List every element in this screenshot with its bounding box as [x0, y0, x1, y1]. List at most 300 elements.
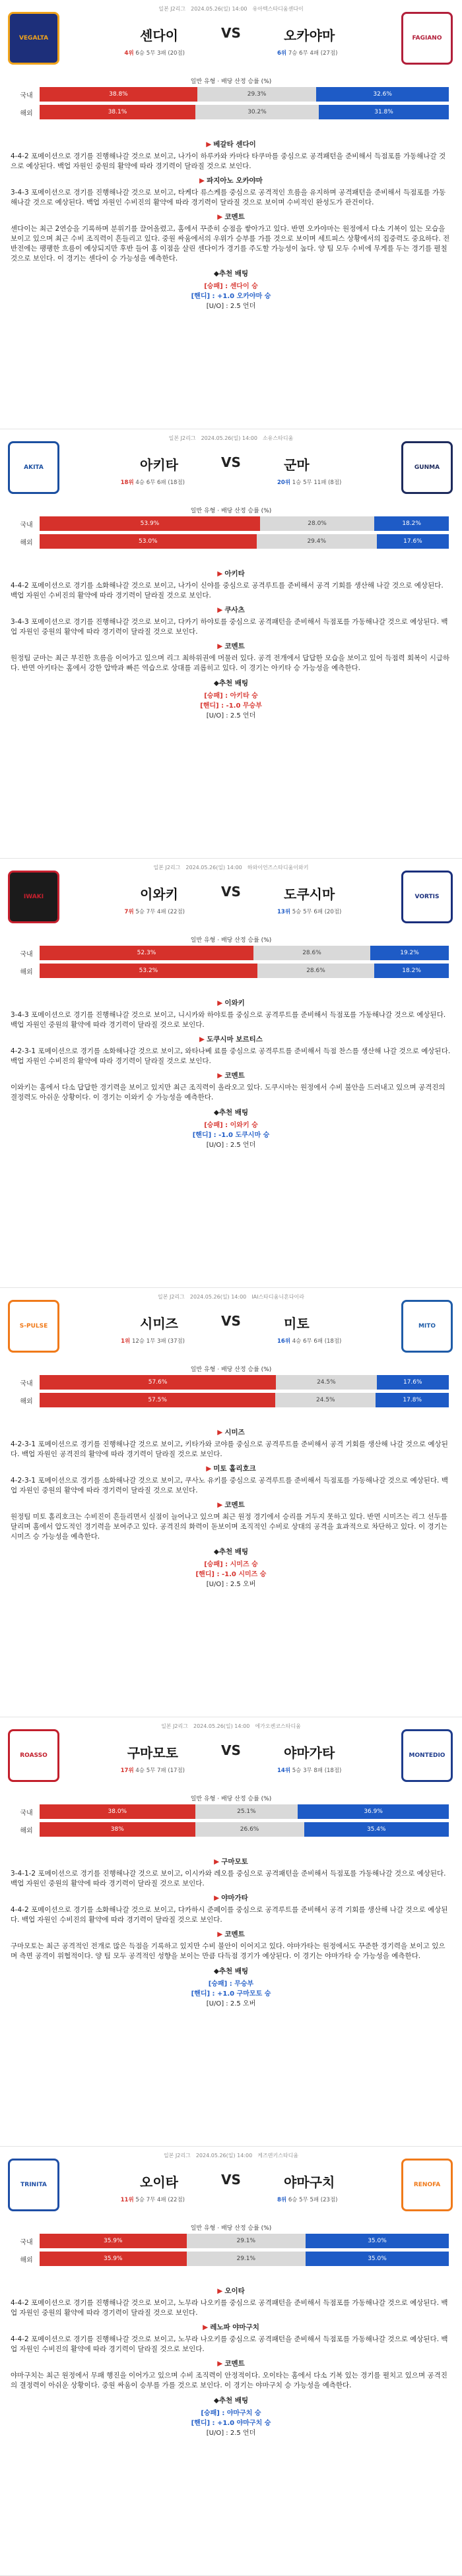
- vs-label: VS: [221, 1313, 241, 1329]
- overseas-odds-bar: [40, 1393, 449, 1407]
- pick-under_over: [11, 1140, 451, 1150]
- pick-value: [U/O] : 2.5 언더: [206, 1142, 256, 1149]
- home-logo-text: S-PULSE: [19, 1323, 48, 1330]
- bullet-icon: ▶: [217, 2360, 223, 2368]
- section-title-text: 코멘트: [224, 1501, 245, 1509]
- bullet-icon: ▶: [217, 1072, 223, 1080]
- overseas-draw-segment: 29.1%: [187, 2252, 306, 2266]
- domestic-odds-label: 국내: [20, 521, 33, 529]
- away-team-rank: 8위: [277, 2197, 287, 2203]
- pick-value: [승패] : 이와키 승: [204, 1122, 258, 1129]
- domestic-away-segment: 32.6%: [316, 87, 449, 102]
- overseas-home-segment: 57.5%: [40, 1393, 275, 1407]
- domestic-odds-bar: [40, 1375, 449, 1390]
- overseas-odds-bar: [40, 2252, 449, 2266]
- analysis-section-title: [11, 605, 451, 615]
- bullet-icon: ▶: [214, 1894, 220, 1902]
- overseas-odds-row: [13, 964, 449, 978]
- analysis-section-title: [11, 1464, 451, 1474]
- pick-value: [승패] : 센다이 승: [204, 283, 258, 290]
- overseas-odds-bar: [40, 1822, 449, 1837]
- pick-value: [승패] : 무승부: [208, 1980, 254, 1988]
- pick-under_over: [11, 711, 451, 721]
- away-logo-text: GUNMA: [414, 464, 440, 471]
- pick-result: [11, 691, 451, 701]
- league-label: 일본 J2리그: [157, 1294, 185, 1300]
- match-card: [0, 0, 462, 429]
- match-venue: 케즈덴키스타디움: [257, 2153, 299, 2159]
- picks-title: ◆추천 배팅: [213, 1548, 249, 1556]
- analysis-body: [0, 140, 462, 311]
- domestic-home-segment: 38.8%: [40, 87, 197, 102]
- analysis-section-title: [11, 1500, 451, 1510]
- vs-label: VS: [221, 454, 241, 470]
- away-team-name: 미토: [284, 1316, 310, 1332]
- home-team-rank: 4위: [124, 50, 134, 57]
- home-team-record: [121, 478, 185, 486]
- bullet-icon: ▶: [217, 1501, 223, 1509]
- domestic-home-segment: 57.6%: [40, 1375, 276, 1390]
- analysis-paragraph: 3-4-3 포메이션으로 경기를 진행해나갈 것으로 보이고, 다카기 하야토를 중심으로 공격패턴을 준비해서 득점포를 가동해나갈 것으로 예상된다. 백업 자원인 중원의 활약에 따라 경기력이 달라질 것으로 보인다.: [11, 618, 448, 636]
- section-title-text: 오이타: [224, 2287, 245, 2295]
- domestic-home-segment: 35.9%: [40, 2234, 187, 2248]
- overseas-odds-bar: [40, 105, 449, 119]
- match-card: [0, 859, 462, 1288]
- analysis-paragraph: 이와키는 홈에서 다소 답답한 경기력을 보이고 있지만 최근 조직력이 올라오고 있다. 도쿠시마는 원정에서 수비 불안을 드러내고 있으며 공격진의 결정력도 아쉬운 상황이다. 이 경기는 이와키 승 가능성을 예측한다.: [11, 1084, 446, 1101]
- away-logo-text: VORTIS: [414, 894, 440, 900]
- recommended-picks: [11, 1547, 451, 1589]
- domestic-away-segment: 18.2%: [374, 516, 449, 531]
- overseas-away-segment: 35.0%: [306, 2252, 449, 2266]
- match-date: 2024.05.26(일) 14:00: [193, 1723, 250, 1729]
- analysis-paragraph: 3-4-1-2 포메이션으로 경기를 진행해나갈 것으로 보이고, 이시카와 레오를 중심으로 공격패턴을 준비해서 득점포를 가동해나갈 것으로 예상된다. 백업 자원인 중원의 활약에 따라 경기력이 달라질 것으로 보인다.: [11, 1870, 446, 1887]
- bullet-icon: ▶: [203, 2323, 209, 2331]
- section-title-text: 코멘트: [224, 1072, 245, 1080]
- domestic-odds-bar: [40, 516, 449, 531]
- pick-handicap: [11, 2418, 451, 2428]
- picks-title: ◆추천 배팅: [213, 1109, 249, 1117]
- vs-label: VS: [221, 884, 241, 900]
- analysis-paragraph: 4-2-3-1 포메이션으로 경기를 진행해나갈 것으로 보이고, 키타가와 코야를 중심으로 공격루트를 준비해서 공격 기회를 생산해 나갈 것으로 예상된다. 백업 자원인 공격진의 활약에 따라 경기력이 달라질 것으로 보인다.: [11, 1440, 448, 1458]
- bullet-icon: ▶: [217, 606, 223, 614]
- match-card: [0, 1717, 462, 2147]
- analysis-section-title: [11, 1428, 451, 1438]
- analysis-body: [0, 998, 462, 1150]
- domestic-draw-segment: 24.5%: [276, 1375, 376, 1390]
- away-team-record: [277, 478, 341, 486]
- pick-under_over: [11, 2428, 451, 2438]
- match-date: 2024.05.26(일) 14:00: [185, 865, 242, 871]
- pick-under_over: [11, 301, 451, 311]
- domestic-odds-label: 국내: [20, 950, 33, 958]
- analysis-paragraph: 4-4-2 포메이션으로 경기를 진행해나갈 것으로 보이고, 노무라 나오키를 중심으로 공격패턴을 준비해서 득점포를 가동해나갈 것으로 예상된다. 백업 자원인 중원의 활약에 따라 경기력이 달라질 것으로 보인다.: [11, 2299, 448, 2317]
- away-team-stats: 7승 6무 4패 (27점): [288, 50, 338, 57]
- domestic-odds-label: 국내: [20, 2238, 33, 2246]
- home-team-record: [121, 1337, 185, 1345]
- odds-legend: 일반 유형 · 배당 산정 승률 (%): [190, 78, 272, 85]
- home-team-name: 센다이: [140, 28, 178, 44]
- bullet-icon: ▶: [217, 2287, 223, 2295]
- analysis-section-title: [11, 1035, 451, 1045]
- odds-bars: [13, 1804, 449, 1840]
- away-team-record: [277, 2195, 337, 2203]
- overseas-home-segment: 38.1%: [40, 105, 195, 119]
- home-team-record: [125, 49, 185, 57]
- home-team-stats: 12승 1무 3패 (37점): [131, 1338, 185, 1345]
- domestic-away-segment: 35.0%: [306, 2234, 449, 2248]
- domestic-draw-segment: 28.6%: [253, 946, 370, 960]
- analysis-section-title: [11, 1857, 451, 1867]
- bullet-icon: ▶: [217, 642, 223, 650]
- home-logo-text: VEGALTA: [18, 35, 49, 42]
- overseas-odds-label: 해외: [20, 109, 33, 117]
- overseas-odds-row: [13, 1822, 449, 1837]
- pick-value: [핸디] : +1.0 야마구치 승: [191, 2420, 271, 2427]
- analysis-body: [0, 2286, 462, 2438]
- domestic-odds-label: 국내: [20, 1380, 33, 1388]
- match-date: 2024.05.26(일) 14:00: [191, 6, 248, 12]
- analysis-body: [0, 569, 462, 721]
- odds-bars: [13, 87, 449, 123]
- pick-handicap: [11, 1989, 451, 1999]
- match-meta: [0, 2152, 462, 2159]
- away-team-record: [277, 907, 341, 915]
- domestic-home-segment: 53.9%: [40, 516, 260, 531]
- domestic-odds-row: [13, 1804, 449, 1819]
- recommended-picks: [11, 269, 451, 311]
- pick-result: [11, 1560, 451, 1570]
- section-title-text: 아키타: [224, 570, 245, 578]
- domestic-odds-row: [13, 87, 449, 102]
- pick-value: [U/O] : 2.5 오버: [206, 1581, 256, 1588]
- odds-legend: 일반 유형 · 배당 산정 승률 (%): [190, 508, 272, 514]
- analysis-paragraph: 4-2-3-1 포메이션으로 경기를 소화해나갈 것으로 보이고, 쿠사노 유키를 중심으로 공격루트를 준비해서 득점포를 가동해나갈 것으로 예상된다. 백업 자원인 중원의 활약에 따라 경기력이 달라질 것으로 보인다.: [11, 1477, 448, 1494]
- odds-legend: 일반 유형 · 배당 산정 승률 (%): [190, 2225, 272, 2232]
- pick-value: [핸디] : +1.0 오카야마 승: [191, 293, 271, 300]
- pick-handicap: [11, 291, 451, 301]
- match-date: 2024.05.26(일) 14:00: [201, 435, 257, 441]
- home-logo-text: IWAKI: [23, 894, 44, 900]
- league-label: 일본 J2리그: [168, 435, 196, 441]
- pick-value: [승패] : 시미즈 승: [204, 1561, 258, 1568]
- overseas-odds-row: [13, 1393, 449, 1407]
- analysis-body: [0, 1428, 462, 1589]
- overseas-away-segment: 17.8%: [376, 1393, 449, 1407]
- match-header: [0, 2147, 462, 2282]
- away-logo-text: MITO: [418, 1323, 436, 1330]
- away-team-name: 야마구치: [284, 2174, 335, 2190]
- bullet-icon: ▶: [206, 1465, 212, 1473]
- match-venue: 유아텍스타디움센다이: [252, 6, 304, 12]
- home-team-record: [121, 2195, 185, 2203]
- away-team-stats: 6승 5무 5패 (23점): [288, 2197, 338, 2203]
- home-team-name: 이와키: [140, 886, 178, 902]
- away-logo-text: RENOFA: [413, 2182, 441, 2188]
- picks-title: ◆추천 배팅: [213, 2397, 249, 2405]
- domestic-odds-bar: [40, 946, 449, 960]
- overseas-draw-segment: 28.6%: [257, 964, 374, 978]
- match-venue: 에가오켄코스타디움: [255, 1723, 301, 1729]
- bullet-icon: ▶: [217, 1428, 223, 1436]
- away-team-rank: 13위: [277, 909, 291, 915]
- analysis-paragraph: 원정팀 군마는 최근 부진한 흐름을 이어가고 있으며 리그 최하위권에 머물러 있다. 공격 전개에서 답답한 모습을 보이고 있어 득점력 회복이 시급하다. 반면 아키타는 홈에서 강한 압박과 빠른 역습으로 상대를 괴롭히고 있다. 이 경기는 아키타 승 가능성을 예측한다.: [11, 654, 450, 672]
- analysis-section-title: [11, 2323, 451, 2333]
- league-label: 일본 J2리그: [163, 2153, 191, 2159]
- overseas-odds-label: 해외: [20, 968, 33, 976]
- odds-bars: [13, 946, 449, 981]
- away-team-stats: 5승 3무 8패 (18점): [292, 1767, 342, 1774]
- odds-legend: 일반 유형 · 배당 산정 승률 (%): [190, 1366, 272, 1373]
- section-title-text: 구마모토: [221, 1858, 248, 1866]
- home-logo-text: AKITA: [24, 464, 44, 471]
- overseas-odds-row: [13, 2252, 449, 2266]
- overseas-home-segment: 53.0%: [40, 534, 257, 549]
- pick-handicap: [11, 701, 451, 711]
- domestic-odds-row: [13, 2234, 449, 2248]
- domestic-draw-segment: 29.3%: [197, 87, 316, 102]
- pick-result: [11, 1979, 451, 1989]
- overseas-odds-row: [13, 534, 449, 549]
- picks-title: ◆추천 배팅: [213, 1967, 249, 1975]
- vs-label: VS: [221, 2172, 241, 2188]
- match-venue: 하와이언즈스타디움이와키: [247, 865, 309, 871]
- domestic-odds-bar: [40, 2234, 449, 2248]
- home-team-rank: 7위: [124, 909, 134, 915]
- analysis-section-title: [11, 1893, 451, 1903]
- section-title-text: 코멘트: [224, 2360, 245, 2368]
- analysis-section-title: [11, 2286, 451, 2296]
- domestic-home-segment: 52.3%: [40, 946, 253, 960]
- section-title-text: 이와키: [224, 999, 245, 1007]
- analysis-paragraph: 구마모토는 최근 공격적인 전개로 많은 득점을 기록하고 있지만 수비 불안이 이어지고 있다. 야마가타는 원정에서도 꾸준한 경기력을 보이고 있으며 측면 공격이 위협적이다. 양 팀 모두 공격적인 성향을 보이는 만큼 다득점 경기가 예상된다. 이 경기는 야마가타 승 가능성을 예측한다.: [11, 1942, 446, 1960]
- bullet-icon: ▶: [217, 999, 223, 1007]
- analysis-paragraph: 3-4-3 포메이션으로 경기를 진행해나갈 것으로 보이고, 니시카와 하야토를 중심으로 공격루트를 준비해서 득점포를 가동해나갈 것으로 예상된다. 백업 자원인 중원의 활약에 따라 경기력이 달라질 것으로 보인다.: [11, 1011, 446, 1029]
- away-team-name: 오카야마: [284, 28, 335, 44]
- overseas-odds-label: 해외: [20, 539, 33, 547]
- vs-label: VS: [221, 1742, 241, 1758]
- section-title-text: 도쿠시마 보르티스: [207, 1035, 263, 1043]
- home-logo-text: TRINITA: [20, 2182, 47, 2188]
- vs-label: VS: [221, 25, 241, 41]
- section-title-text: 시미즈: [224, 1428, 245, 1436]
- odds-legend: 일반 유형 · 배당 산정 승률 (%): [190, 1796, 272, 1802]
- pick-under_over: [11, 1999, 451, 2009]
- odds-legend: 일반 유형 · 배당 산정 승률 (%): [190, 937, 272, 944]
- match-meta: [0, 1293, 462, 1301]
- analysis-section-title: [11, 569, 451, 579]
- match-meta: [0, 435, 462, 442]
- away-team-name: 야마가타: [284, 1745, 335, 1761]
- away-team-record: [277, 49, 337, 57]
- domestic-odds-row: [13, 1375, 449, 1390]
- odds-bars: [13, 2234, 449, 2269]
- section-title-text: 레노파 야마구치: [210, 2323, 259, 2331]
- match-header: [0, 1717, 462, 1853]
- pick-under_over: [11, 1579, 451, 1589]
- pick-value: [핸디] : -1.0 도쿠시마 승: [192, 1132, 270, 1139]
- match-header: [0, 429, 462, 565]
- domestic-draw-segment: 28.0%: [260, 516, 374, 531]
- match-card: [0, 2147, 462, 2576]
- analysis-section-title: [11, 212, 451, 222]
- overseas-away-segment: 18.2%: [374, 964, 449, 978]
- domestic-away-segment: 36.9%: [298, 1804, 449, 1819]
- section-title-text: 야마가타: [221, 1894, 248, 1902]
- match-venue: 소유스타디움: [262, 435, 294, 441]
- away-team-rank: 6위: [277, 50, 287, 57]
- analysis-section-title: [11, 140, 451, 150]
- home-team-name: 구마모토: [127, 1745, 178, 1761]
- overseas-away-segment: 35.4%: [304, 1822, 449, 1837]
- domestic-odds-label: 국내: [20, 1809, 33, 1817]
- bullet-icon: ▶: [199, 177, 205, 185]
- overseas-home-segment: 53.2%: [40, 964, 257, 978]
- section-title-text: 코멘트: [224, 213, 245, 221]
- away-team-record: [277, 1766, 341, 1774]
- section-title-text: 코멘트: [224, 642, 245, 650]
- odds-bars: [13, 516, 449, 552]
- analysis-paragraph: 4-4-2 포메이션으로 경기를 소화해나갈 것으로 보이고, 나가이 신야를 중심으로 공격루트를 준비해서 공격 기회를 생산해 나갈 것으로 예상된다. 백업 자원인 수비진의 활약에 따라 경기력이 달라질 것으로 보인다.: [11, 582, 444, 599]
- away-logo-text: MONTEDIO: [409, 1752, 446, 1759]
- overseas-draw-segment: 24.5%: [275, 1393, 376, 1407]
- domestic-odds-row: [13, 946, 449, 960]
- pick-value: [핸디] : -1.0 무승부: [200, 702, 262, 710]
- pick-result: [11, 282, 451, 291]
- home-team-stats: 5승 7무 4패 (22점): [135, 2197, 185, 2203]
- pick-value: [U/O] : 2.5 언더: [206, 712, 256, 720]
- analysis-paragraph: 4-4-2 포메이션으로 경기를 진행해나갈 것으로 보이고, 나가이 하루카와 카마다 타쿠마를 중심으로 공격패턴을 준비해서 득점포를 가동해나갈 것으로 예상된다. 백업 자원인 중원의 활약에 따라 경기력이 달라질 것으로 보인다.: [11, 152, 446, 170]
- away-team-stats: 4승 6무 6패 (18점): [292, 1338, 342, 1345]
- away-team-stats: 1승 5무 11패 (8점): [292, 479, 342, 486]
- pick-value: [승패] : 야마구치 승: [201, 2410, 261, 2417]
- domestic-draw-segment: 29.1%: [187, 2234, 306, 2248]
- match-date: 2024.05.26(일) 14:00: [189, 1294, 247, 1300]
- away-team-rank: 16위: [277, 1338, 291, 1345]
- match-date: 2024.05.26(일) 14:00: [195, 2153, 253, 2159]
- home-logo-text: ROASSO: [20, 1752, 48, 1759]
- domestic-odds-bar: [40, 1804, 449, 1819]
- home-team-record: [121, 1766, 185, 1774]
- home-team-rank: 1위: [121, 1338, 131, 1345]
- pick-value: [승패] : 아키타 승: [204, 692, 258, 700]
- analysis-section-title: [11, 2359, 451, 2369]
- home-team-stats: 6승 5무 3패 (20점): [135, 50, 185, 57]
- section-title-text: 베갈타 센다이: [213, 140, 256, 148]
- match-header: [0, 1288, 462, 1423]
- league-label: 일본 J2리그: [153, 865, 181, 871]
- analysis-paragraph: 4-4-2 포메이션으로 경기를 진행해나갈 것으로 보이고, 노무라 나오키를 중심으로 공격패턴을 준비해서 득점포를 가동해나갈 것으로 예상된다. 백업 자원인 수비진의 활약에 따라 경기력이 달라질 것으로 보인다.: [11, 2335, 448, 2353]
- overseas-away-segment: 31.8%: [319, 105, 449, 119]
- overseas-odds-bar: [40, 534, 449, 549]
- analysis-section-title: [11, 176, 451, 186]
- home-team-record: [125, 907, 185, 915]
- home-team-stats: 5승 7무 4패 (22점): [135, 909, 185, 915]
- recommended-picks: [11, 1108, 451, 1150]
- overseas-draw-segment: 29.4%: [257, 534, 377, 549]
- match-venue: IAI스타디움니혼다이라: [251, 1294, 305, 1300]
- away-team-name: 군마: [284, 457, 310, 473]
- section-title-text: 파지아노 오카야마: [207, 177, 263, 185]
- bullet-icon: ▶: [214, 1858, 220, 1866]
- recommended-picks: [11, 1967, 451, 2009]
- section-title-text: 코멘트: [224, 1930, 245, 1938]
- away-team-rank: 14위: [277, 1767, 291, 1774]
- match-meta: [0, 5, 462, 13]
- match-meta: [0, 864, 462, 871]
- overseas-odds-bar: [40, 964, 449, 978]
- analysis-paragraph: 4-2-3-1 포메이션으로 경기를 소화해나갈 것으로 보이고, 와타나베 료를 중심으로 공격루트를 준비해서 득점 찬스를 생산해 나갈 것으로 예상된다. 백업 자원인 수비진의 활약에 따라 경기력이 달라질 것으로 보인다.: [11, 1047, 451, 1065]
- analysis-paragraph: 야마구치는 최근 원정에서 무패 행진을 이어가고 있으며 수비 조직력이 안정적이다. 오이타는 홈에서 다소 기복 있는 경기를 펼치고 있으며 공격진의 결정력이 아쉬운 상황이다. 중원 싸움이 승부를 가를 것으로 보인다. 이 경기는 야마구치 승 가능성을 예측한다.: [11, 2372, 447, 2389]
- domestic-away-segment: 17.6%: [377, 1375, 449, 1390]
- overseas-odds-label: 해외: [20, 1827, 33, 1835]
- recommended-picks: [11, 2396, 451, 2438]
- picks-title: ◆추천 배팅: [213, 270, 249, 278]
- home-team-stats: 4승 6무 6패 (18점): [135, 479, 185, 486]
- domestic-away-segment: 19.2%: [370, 946, 449, 960]
- match-card: [0, 1288, 462, 1717]
- home-team-stats: 4승 5무 7패 (17점): [135, 1767, 185, 1774]
- analysis-section-title: [11, 1930, 451, 1940]
- match-header: [0, 859, 462, 994]
- match-meta: [0, 1723, 462, 1730]
- odds-bars: [13, 1375, 449, 1411]
- overseas-odds-label: 해외: [20, 2256, 33, 2264]
- section-title-text: 미토 홀리호크: [213, 1465, 256, 1473]
- analysis-paragraph: 원정팀 미토 홀리호크는 수비진이 흔들리면서 실점이 늘어나고 있으며 최근 원정 경기에서 승리를 거두지 못하고 있다. 반면 시미즈는 리그 선두를 달리며 홈에서 압도적인 경기력을 보여주고 있다. 공격진의 화력이 돋보이며 조직적인 수비로 상대의 공격을 효과적으로 차단하고 있다. 이 경기는 시미즈 승 가능성을 예측한다.: [11, 1513, 447, 1541]
- league-label: 일본 J2리그: [158, 6, 186, 12]
- overseas-home-segment: 38%: [40, 1822, 195, 1837]
- section-title-text: 쿠사츠: [224, 606, 245, 614]
- home-team-rank: 11위: [120, 2197, 134, 2203]
- analysis-body: [0, 1857, 462, 2009]
- overseas-odds-row: [13, 105, 449, 119]
- domestic-odds-row: [13, 516, 449, 531]
- picks-title: ◆추천 배팅: [213, 679, 249, 687]
- pick-value: [U/O] : 2.5 오버: [206, 2000, 256, 2008]
- analysis-section-title: [11, 642, 451, 652]
- home-team-name: 오이타: [140, 2174, 178, 2190]
- domestic-draw-segment: 25.1%: [195, 1804, 298, 1819]
- recommended-picks: [11, 679, 451, 721]
- away-team-name: 도쿠시마: [284, 886, 335, 902]
- overseas-home-segment: 35.9%: [40, 2252, 187, 2266]
- bullet-icon: ▶: [206, 140, 212, 148]
- pick-result: [11, 1120, 451, 1130]
- overseas-draw-segment: 26.6%: [195, 1822, 304, 1837]
- match-header: [0, 0, 462, 135]
- home-team-name: 아키타: [140, 457, 178, 473]
- home-team-rank: 18위: [120, 479, 134, 486]
- overseas-odds-label: 해외: [20, 1397, 33, 1405]
- pick-value: [U/O] : 2.5 언더: [206, 2430, 256, 2437]
- domestic-odds-bar: [40, 87, 449, 102]
- home-team-rank: 17위: [120, 1767, 134, 1774]
- domestic-home-segment: 38.0%: [40, 1804, 195, 1819]
- analysis-paragraph: 3-4-3 포메이션으로 경기를 진행해나갈 것으로 보이고, 타케다 류스케를 중심으로 공격적인 흐름을 유지하며 공격패턴을 준비해서 득점포를 가동해나갈 것으로 예상된다. 백업 자원인 수비진의 활약에 따라 경기력이 달라질 것으로 보이며 수비적인 완성도가 관건이다.: [11, 189, 446, 206]
- bullet-icon: ▶: [217, 213, 223, 221]
- pick-handicap: [11, 1130, 451, 1140]
- away-team-rank: 20위: [277, 479, 291, 486]
- pick-handicap: [11, 1570, 451, 1579]
- away-team-stats: 5승 5무 6패 (20점): [292, 909, 342, 915]
- bullet-icon: ▶: [217, 1930, 223, 1938]
- pick-value: [핸디] : -1.0 시미즈 승: [195, 1571, 267, 1578]
- pick-value: [핸디] : +1.0 구마모토 승: [191, 1990, 271, 1998]
- overseas-away-segment: 17.6%: [377, 534, 449, 549]
- away-logo-text: FAGIANO: [412, 35, 442, 42]
- pick-result: [11, 2408, 451, 2418]
- away-team-record: [277, 1337, 341, 1345]
